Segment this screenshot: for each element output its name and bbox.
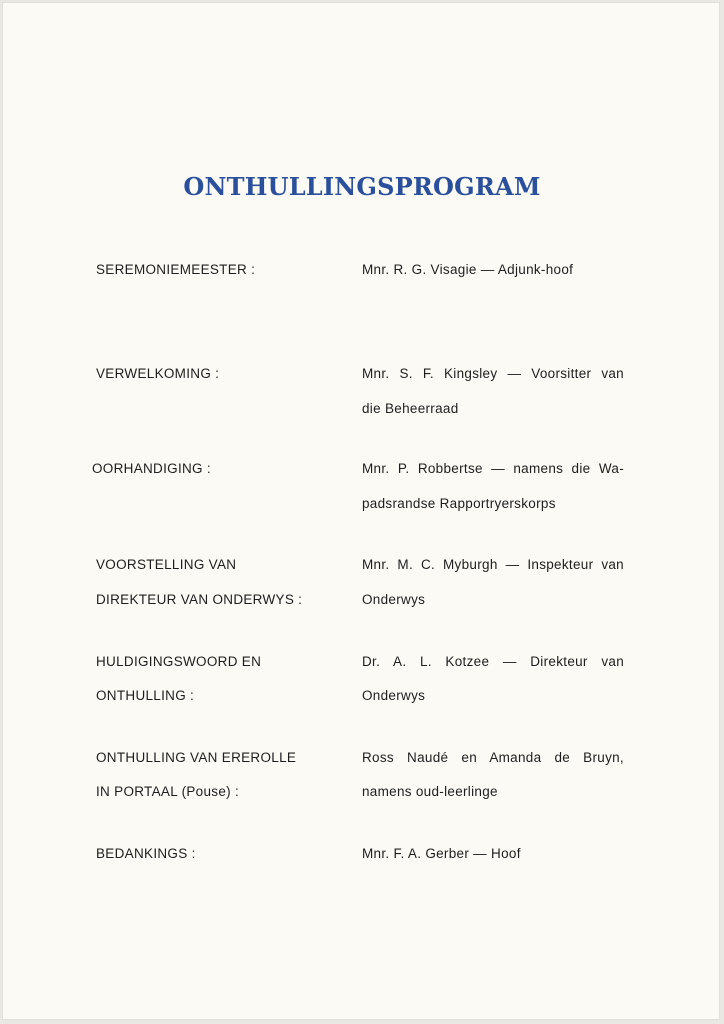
program-label-line: VERWELKOMING :: [96, 366, 220, 381]
program-label-line: IN PORTAAL (Pouse) :: [96, 784, 240, 799]
program-detail-line: Ross Naudé en Amanda de Bruyn,: [362, 750, 624, 765]
program-label-line: DIREKTEUR VAN ONDERWYS :: [96, 592, 303, 607]
program-label-line: ONTHULLING :: [96, 688, 195, 703]
program-detail-line: Onderwys: [362, 592, 426, 607]
document-title: ONTHULLINGSPROGRAM: [183, 172, 541, 201]
program-detail-line: Mnr. F. A. Gerber — Hoof: [362, 846, 521, 861]
program-page: [2, 2, 720, 1020]
program-detail-line: namens oud-leerlinge: [362, 784, 498, 799]
program-detail-line: Mnr. S. F. Kingsley — Voorsitter van: [362, 366, 624, 381]
program-detail-line: Mnr. M. C. Myburgh — Inspekteur van: [362, 557, 624, 572]
program-label-line: VOORSTELLING VAN: [96, 557, 237, 572]
program-label-line: OORHANDIGING :: [92, 461, 211, 476]
program-label-line: BEDANKINGS :: [96, 846, 196, 861]
program-detail-line: Mnr. R. G. Visagie — Adjunk-hoof: [362, 262, 574, 277]
program-label-line: SEREMONIEMEESTER :: [96, 262, 256, 277]
program-detail-line: padsrandse Rapportryerskorps: [362, 496, 556, 511]
program-label-line: ONTHULLING VAN EREROLLE: [96, 750, 297, 765]
program-detail-line: Mnr. P. Robbertse — namens die Wa-: [362, 461, 624, 476]
program-detail-line: die Beheerraad: [362, 401, 459, 416]
program-label-line: HULDIGINGSWOORD EN: [96, 654, 262, 669]
program-detail-line: Dr. A. L. Kotzee — Direkteur van: [362, 654, 624, 669]
program-detail-line: Onderwys: [362, 688, 426, 703]
